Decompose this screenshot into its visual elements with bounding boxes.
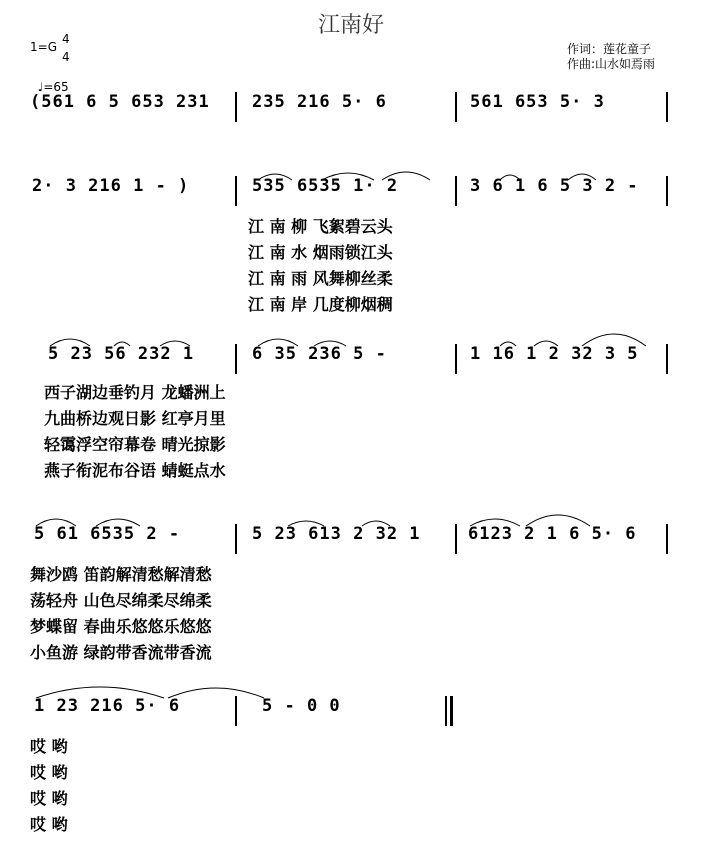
measure-4-2: 5 23 613 2 32 1 bbox=[252, 524, 421, 544]
measure-1-3: 561 653 5· 3 bbox=[470, 92, 605, 112]
score-line-2 bbox=[30, 176, 678, 216]
measure-4-3: 6123 2 1 6 5· 6 bbox=[468, 524, 637, 544]
score-line-4 bbox=[30, 524, 678, 564]
slur-marks bbox=[30, 524, 678, 564]
measure-3-2: 6 35 236 5 - bbox=[252, 344, 387, 364]
lyric-block-1-row-1: 江 南 柳 飞絮碧云头 bbox=[248, 217, 393, 236]
song-title: 江南好 bbox=[317, 13, 384, 38]
time-signature-bottom: 4 bbox=[62, 50, 70, 64]
lyric-block-4-row-1: 哎 哟 bbox=[30, 737, 68, 756]
lyric-block-2-row-2: 九曲桥边观日影 红亭月里 bbox=[44, 409, 226, 428]
measure-1-2: 235 216 5· 6 bbox=[252, 92, 387, 112]
score-line-1 bbox=[30, 92, 678, 132]
lyric-block-1-row-2: 江 南 水 烟雨锁江头 bbox=[248, 243, 393, 262]
measure-1-1: (561 6 5 653 231 bbox=[30, 92, 210, 112]
lyric-block-1-row-4: 江 南 岸 几度柳烟稠 bbox=[248, 295, 393, 314]
measure-5-2: 5 - 0 0 bbox=[262, 696, 341, 716]
lyric-block-3-row-4: 小鱼游 绿韵带香流带香流 bbox=[30, 643, 212, 662]
barline bbox=[235, 92, 237, 122]
measure-2-1: 2· 3 216 1 - ) bbox=[32, 176, 190, 196]
tempo-marking: ♩=65 bbox=[37, 80, 69, 94]
score-line-5 bbox=[30, 696, 678, 736]
barline bbox=[666, 92, 668, 122]
slur-marks bbox=[30, 176, 678, 216]
barline bbox=[455, 92, 457, 122]
lyric-block-2-row-3: 轻霭浮空帘幕卷 晴光掠影 bbox=[44, 435, 226, 454]
score-line-3 bbox=[30, 344, 678, 384]
key-signature: 1=G bbox=[30, 40, 57, 54]
lyric-block-3-row-3: 梦蝶留 春曲乐悠悠乐悠悠 bbox=[30, 617, 212, 636]
slur-marks bbox=[30, 696, 678, 736]
measure-2-3: 3 6 1 6 5 3 2 - bbox=[470, 176, 639, 196]
lyric-block-3-row-1: 舞沙鸥 笛韵解清愁解清愁 bbox=[30, 565, 212, 584]
lyric-block-2-row-4: 燕子衔泥布谷语 蜻蜓点水 bbox=[44, 461, 226, 480]
time-signature-top: 4 bbox=[62, 32, 70, 46]
measure-3-1: 5 23 56 232 1 bbox=[48, 344, 195, 364]
lyric-block-4-row-4: 哎 哟 bbox=[30, 815, 68, 834]
measure-5-1: 1 23 216 5· 6 bbox=[34, 696, 181, 716]
measure-2-2: 535 6535 1· 2 bbox=[252, 176, 399, 196]
lyric-block-4-row-3: 哎 哟 bbox=[30, 789, 68, 808]
measure-3-3: 1 16 1 2 32 3 5 bbox=[470, 344, 639, 364]
lyric-block-3-row-2: 荡轻舟 山色尽绵柔尽绵柔 bbox=[30, 591, 212, 610]
lyric-block-4-row-2: 哎 哟 bbox=[30, 763, 68, 782]
measure-4-1: 5 61 6535 2 - bbox=[34, 524, 181, 544]
quarter-note-icon: ♩ bbox=[37, 80, 44, 94]
lyric-block-2-row-1: 西子湖边垂钓月 龙蟠洲上 bbox=[44, 383, 226, 402]
slur-marks bbox=[30, 344, 678, 384]
lyric-block-1-row-3: 江 南 雨 风舞柳丝柔 bbox=[248, 269, 393, 288]
composer-credit: 作曲:山水如焉雨 bbox=[567, 57, 656, 71]
lyricist-credit: 作词：莲花童子 bbox=[567, 42, 652, 56]
